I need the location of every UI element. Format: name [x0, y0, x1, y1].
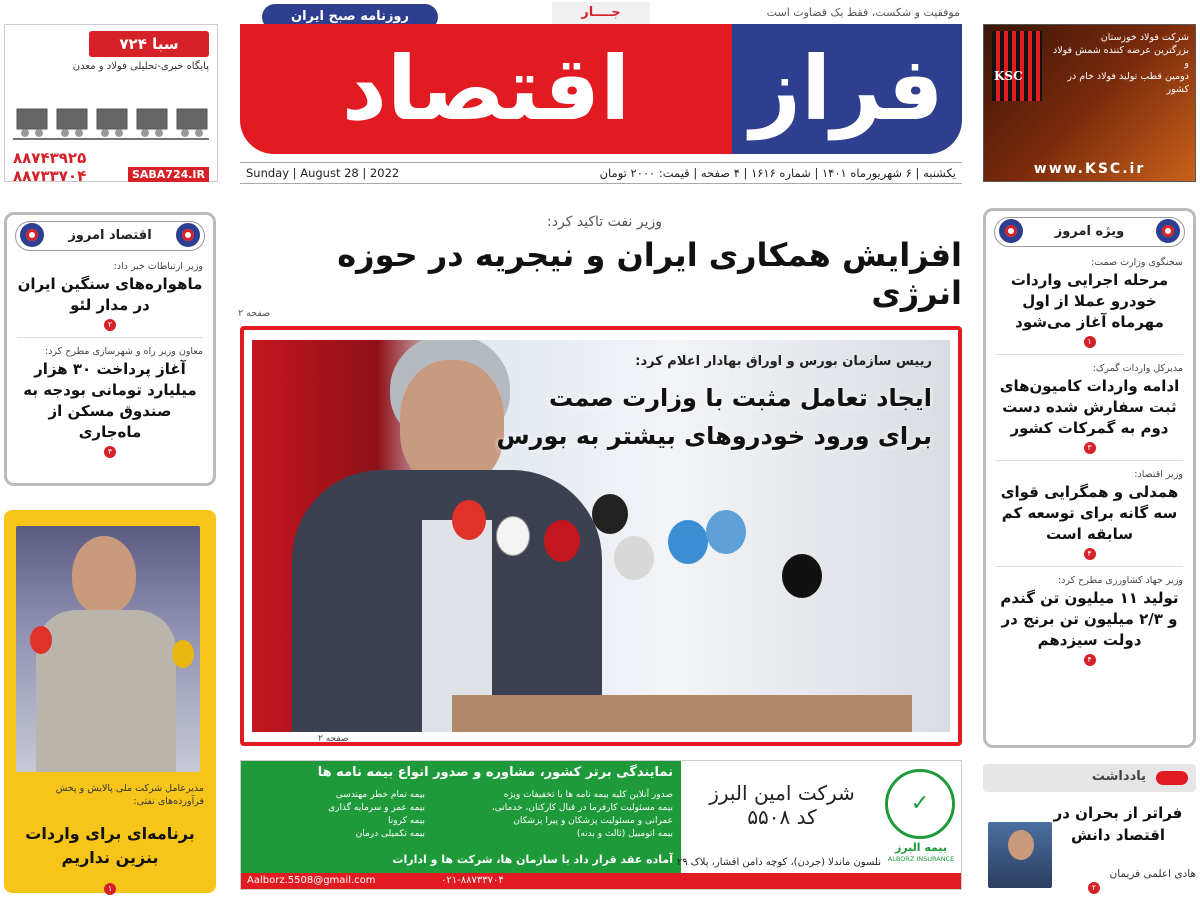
- official-photo: [16, 526, 200, 772]
- ad-saba-site[interactable]: SABA724.IR: [128, 167, 209, 182]
- photo-kicker: رییس سازمان بورس و اوراق بهادار اعلام کرد:: [635, 354, 932, 369]
- lead-over-title: وزیر نفت تاکید کرد:: [547, 214, 662, 230]
- page-ref-bottom: صفحه ۲: [318, 734, 349, 744]
- microphone-icon: [668, 520, 708, 564]
- opinion-author: هادی اعلمی فریمان: [1109, 868, 1196, 880]
- microphone-icon: [614, 536, 654, 580]
- logo-iqtisad-text: اقتصاد: [341, 37, 631, 140]
- page-number-badge: ۴: [1084, 548, 1096, 560]
- insurance-brand: بیمه البرز: [894, 841, 948, 854]
- divider: [17, 337, 203, 338]
- ksc-site[interactable]: www.KSC.ir: [1033, 161, 1146, 177]
- side-headline: همدلی و همگرایی قوای سه گانه برای توسعه کم سابقه است: [1000, 483, 1179, 543]
- insurance-ad[interactable]: [240, 760, 962, 890]
- ksc-line1: بزرگترین عرضه کننده شمش فولاد و: [1052, 45, 1189, 69]
- slogan: موفقیت و شکست، فقط یک قضاوت است: [766, 6, 960, 19]
- ad-saba-phone2: ۸۸۷۳۳۷۰۴: [13, 167, 87, 185]
- bullet-item: بیمه تکمیلی درمان: [355, 829, 425, 839]
- kicker: وزیر ارتباطات خبر داد:: [113, 261, 203, 272]
- tagline-pill: روزنامه صبح ایران: [262, 4, 438, 30]
- microphone-icon: [544, 520, 580, 562]
- left-news-box: [4, 212, 216, 486]
- side-headline: آغاز پرداخت ۳۰ هزار میلیارد تومانی بودجه به صندوق مسکن از ماه‌جاری: [23, 360, 197, 441]
- page-ref-top: صفحه ۲: [238, 308, 271, 319]
- page-number-badge: ۳: [1084, 442, 1096, 454]
- bullet-item: بیمه اتومبیل (ثالث و بدنه): [576, 829, 673, 839]
- brand-circle-icon: [999, 219, 1023, 243]
- right-news-box: [983, 208, 1196, 748]
- alborz-logo-icon: ✓: [885, 769, 955, 839]
- side-headline: ادامه واردات کامیون‌های ثبت سفارش شده دست دوم به گمرکات کشور: [999, 377, 1180, 437]
- insurance-contract-line: آماده عقد قرار داد با سازمان ها، شرکت ها و ادارات: [392, 853, 673, 866]
- kicker: وزیر اقتصاد:: [1134, 469, 1183, 480]
- date-english: Sunday | August 28 | 2022: [246, 166, 400, 180]
- microphone-icon: [172, 640, 194, 668]
- insurance-brand-en: ALBORZ INSURANCE: [887, 855, 955, 863]
- bullet-item: بیمه کرونا: [388, 816, 425, 826]
- opinion-bar: [983, 764, 1196, 792]
- page-number-badge: ۲: [1088, 882, 1100, 894]
- photo-headline-line1: ایجاد تعامل مثبت با وزارت صمت: [549, 384, 932, 412]
- ad-saba-brand: سبا ۷۲۴: [89, 31, 209, 57]
- microphone-icon: [706, 510, 746, 554]
- press-conference-photo[interactable]: [252, 340, 950, 732]
- bullet-item: بیمه مسئولیت کارفرما در قبال کارکنان، خدماتی،: [491, 803, 673, 813]
- ksc-line2: دومین قطب تولید فولاد خام در کشور: [1067, 71, 1189, 95]
- kicker: معاون وزیر راه و شهرسازی مطرح کرد:: [44, 346, 203, 357]
- kicker: سخنگوی وزارت صمت:: [1090, 257, 1183, 268]
- bullet-item: بیمه تمام خطر مهندسی: [335, 790, 425, 800]
- insurance-address: نلسون ماندلا (جردن)، کوچه دامن افشار، پلاک ۲۹: [676, 857, 881, 868]
- kicker: مدیرکل واردات گمرک:: [1092, 363, 1183, 374]
- insurance-headline: نمایندگی برتر کشور، مشاوره و صدور انواع بیمه نامه ها: [317, 765, 673, 780]
- logo-faraz[interactable]: [732, 24, 962, 154]
- photo-headline-line2: برای ورود خودروهای بیشتر به بورس: [496, 422, 932, 450]
- left-item-1[interactable]: [7, 257, 213, 333]
- brand-circle-icon: [20, 223, 44, 247]
- right-item-3[interactable]: [986, 465, 1193, 562]
- ad-saba-phone1: ۸۸۷۴۳۹۲۵: [13, 149, 87, 167]
- suit-shape: [36, 610, 176, 772]
- divider: [996, 566, 1183, 567]
- author-photo: [988, 822, 1052, 888]
- weekly-tag: جــــار: [552, 2, 650, 24]
- microphone-icon: [782, 554, 822, 598]
- kicker: وزیر جهاد کشاورزی مطرح کرد:: [1057, 575, 1183, 586]
- lead-headline[interactable]: افزایش همکاری ایران و نیجریه در حوزه انرژی: [337, 236, 962, 312]
- ad-saba724[interactable]: [4, 24, 218, 185]
- right-box-title: ویژه امروز: [1054, 224, 1125, 239]
- ad-saba-subtitle: پایگاه خبری-تحلیلی فولاد و معدن: [72, 61, 209, 72]
- bullet-item: بیمه عمر و سرمایه گذاری: [328, 803, 425, 813]
- divider: [996, 354, 1183, 355]
- right-box-title-bar: [994, 217, 1185, 247]
- side-headline: مرحله اجرایی واردات خودرو عملا از اول مهرماه آغاز می‌شود: [1010, 271, 1169, 331]
- brand-circle-icon: [1156, 219, 1180, 243]
- ad-ksc[interactable]: [983, 24, 1196, 182]
- bullet-item: عمرانی و مسئولیت پزشکان و پیرا پزشکان: [513, 816, 673, 826]
- face-shape: [400, 360, 504, 486]
- opinion-logo-icon: [1156, 771, 1188, 785]
- right-item-1[interactable]: [986, 253, 1193, 350]
- microphone-icon: [496, 516, 530, 556]
- ksc-logo-graphic: [992, 31, 1042, 101]
- microphone-icon: [452, 500, 486, 540]
- bullet-item: صدور آنلاین کلیه بیمه نامه ها با تخفیفات ویژه: [503, 790, 673, 800]
- page-number-badge: ۱: [104, 883, 116, 895]
- page-number-badge: ۲: [104, 319, 116, 331]
- opinion-headline[interactable]: فراتر از بحران در اقتصاد دانش: [1053, 804, 1183, 844]
- microphone-icon: [30, 626, 52, 654]
- left-item-2[interactable]: [7, 342, 213, 460]
- insurance-contact-bar: [241, 873, 961, 889]
- yellow-headline: برنامه‌ای برای واردات بنزین نداریم: [25, 824, 195, 867]
- opinion-label: یادداشت: [1091, 769, 1146, 784]
- ksc-logo-text: KSC: [994, 69, 1023, 83]
- right-item-2[interactable]: [986, 359, 1193, 456]
- side-headline: تولید ۱۱ میلیون تن گندم و ۲/۳ میلیون تن برنج در دولت سیزدهم: [1000, 589, 1179, 649]
- logo-iqtisad[interactable]: [240, 24, 732, 154]
- yellow-kicker: مدیرعامل شرکت ملی پالایش و پخش فرآورده‌های نفتی:: [55, 783, 204, 807]
- podium-shape: [452, 695, 912, 732]
- brand-circle-icon: [176, 223, 200, 247]
- microphone-icon: [592, 494, 628, 534]
- face-shape: [1008, 830, 1034, 860]
- page-number-badge: ۱: [1084, 336, 1096, 348]
- left-box-title-bar: [15, 221, 205, 251]
- left-box-title: اقتصاد امروز: [68, 228, 152, 243]
- page-number-badge: ۴: [104, 446, 116, 458]
- insurance-phone[interactable]: ۰۲۱-۸۸۷۳۳۷۰۴: [441, 875, 504, 886]
- page-number-badge: ۴: [1084, 654, 1096, 666]
- mining-carts-graphic: [13, 87, 209, 153]
- insurance-code: کد ۵۵۰۸: [747, 805, 817, 829]
- insurance-company: شرکت امین البرز: [709, 781, 855, 805]
- insurance-email[interactable]: Aalborz.5508@gmail.com: [247, 875, 376, 886]
- divider: [996, 460, 1183, 461]
- side-headline: ماهواره‌های سنگین ایران در مدار لئو: [17, 275, 203, 314]
- dateline: [240, 162, 962, 184]
- ksc-company: شرکت فولاد خوزستان: [1100, 32, 1189, 43]
- date-persian: یکشنبه | ۶ شهریورماه ۱۴۰۱ | شماره ۱۶۱۶ | ۴ صفحه | قیمت: ۲۰۰۰ تومان: [599, 166, 956, 180]
- face-shape: [72, 536, 136, 614]
- right-item-4[interactable]: [986, 571, 1193, 668]
- logo-faraz-text: فراز: [750, 37, 944, 140]
